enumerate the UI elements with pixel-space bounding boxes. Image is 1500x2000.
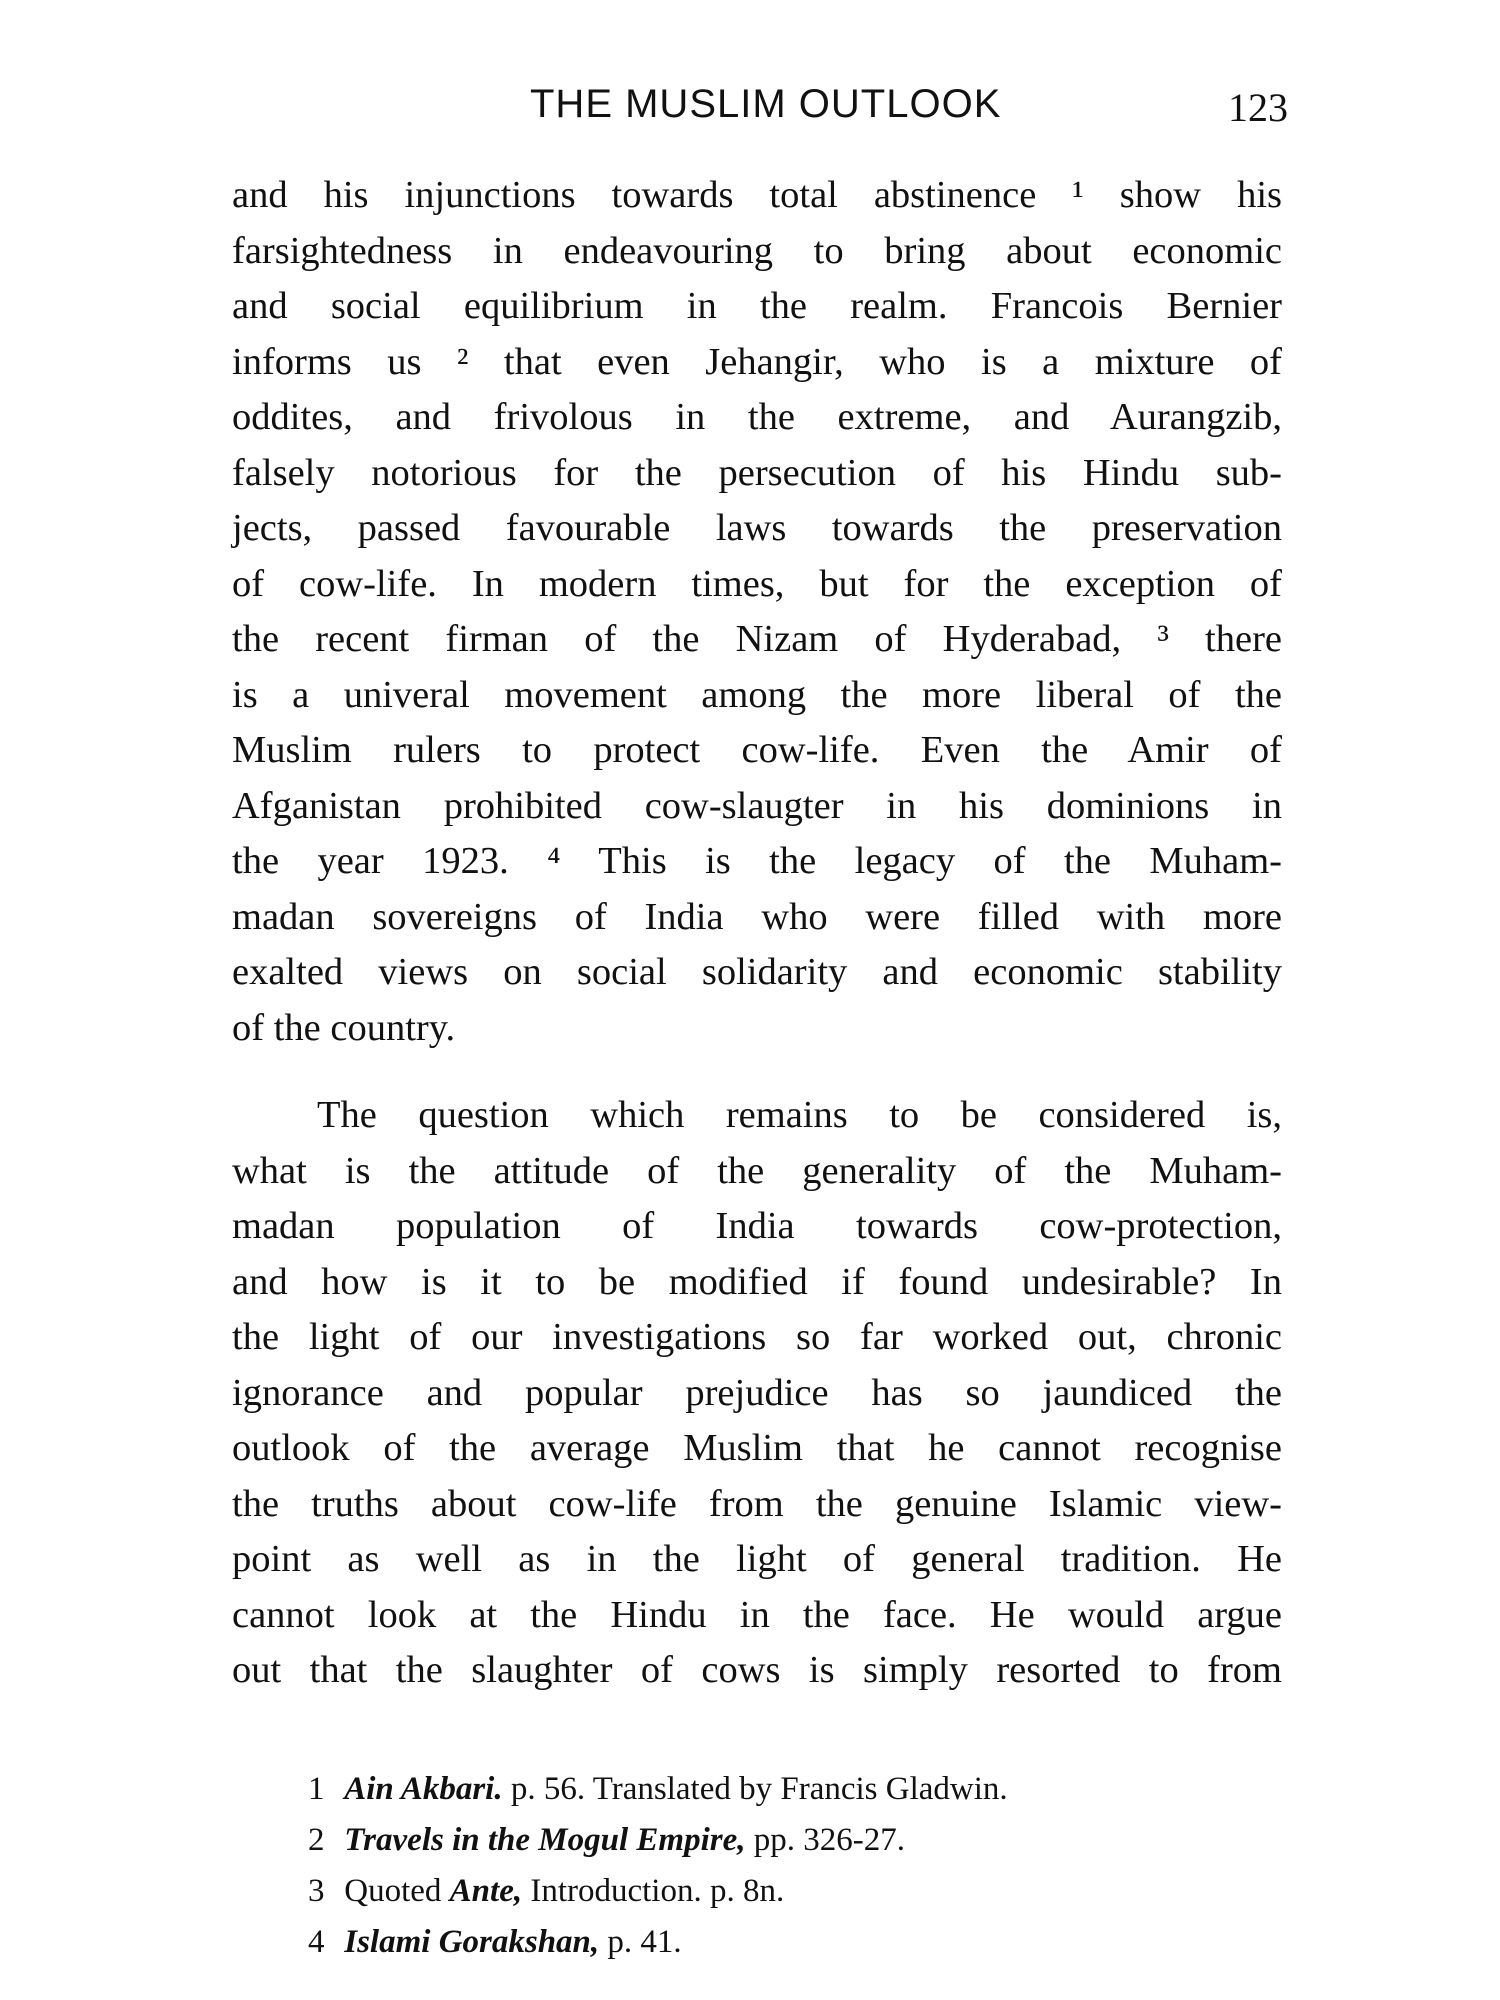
text-line: oddites, and frivolous in the extreme, and Aurangzib, [232,396,1282,438]
text-line: the recent firman of the Nizam of Hyderabad, ³ there [232,618,1282,660]
footnote-detail: p. 56. Translated by Francis Gladwin. [502,1771,1008,1807]
text-line: madan population of India towards cow-protection, [232,1205,1282,1247]
footnote-source-title: Ante, [449,1873,523,1909]
text-line: outlook of the average Muslim that he cannot recognise [232,1427,1282,1469]
text-line: The question which remains to be considered is, [317,1094,1282,1136]
text-line: jects, passed favourable laws towards the preservation [232,507,1282,549]
footnote-source-title: Ain Akbari. [344,1771,503,1807]
footnote-number: 3 [308,1873,325,1909]
text-line: what is the attitude of the generality of the Muham- [232,1149,1282,1192]
text-line: the year 1923. ⁴ This is the legacy of the Muham- [232,840,1282,882]
running-head [0,82,1500,142]
text-line: Muslim rulers to protect cow-life. Even the Amir of [232,729,1282,771]
text-line: of cow-life. In modern times, but for the exception of [232,562,1282,605]
text-line: and his injunctions towards total abstinence ¹ show his [232,174,1282,216]
text-line: is a univeral movement among the more liberal of the [232,673,1282,716]
text-line: falsely notorious for the persecution of his Hindu sub- [232,451,1282,494]
footnote-detail: p. 41. [599,1924,682,1960]
footnote-source-title: Islami Gorakshan, [344,1924,600,1960]
footnote-number: 2 [308,1822,325,1858]
text-line: informs us ² that even Jehangir, who is a mixture of [232,340,1282,383]
running-title: THE MUSLIM OUTLOOK [530,82,1002,126]
text-line: out that the slaughter of cows is simply resorted to from [232,1649,1282,1691]
text-line: farsightedness in endeavouring to bring about economic [232,229,1282,272]
footnotes [308,1764,1288,1968]
text-line: exalted views on social solidarity and economic stability [232,951,1282,993]
text-line: madan sovereigns of India who were filled with more [232,895,1282,938]
text-line: point as well as in the light of general tradition. He [232,1538,1282,1580]
text-line: and how is it to be modified if found undesirable? In [232,1260,1282,1303]
footnote-number: 1 [308,1771,325,1807]
text-line: ignorance and popular prejudice has so jaundiced the [232,1371,1282,1414]
footnote-detail: pp. 326-27. [745,1822,905,1858]
paragraph-2 [232,1088,1282,1699]
body-text [232,168,1282,1699]
footnote-2 [308,1815,1288,1866]
text-line: the truths about cow-life from the genuine Islamic view- [232,1482,1282,1525]
text-line: the light of our investigations so far worked out, chronic [232,1316,1282,1358]
footnote-4 [308,1917,1288,1968]
footnote-detail: Introduction. p. 8n. [522,1873,785,1909]
text-line: cannot look at the Hindu in the face. He would argue [232,1593,1282,1636]
text-line: and social equilibrium in the realm. Francois Bernier [232,285,1282,327]
footnote-number: 4 [308,1924,325,1960]
footnote-source-title: Travels in the Mogul Empire, [344,1822,746,1858]
page-number: 123 [1228,85,1288,130]
footnote-prefix: Quoted [344,1873,450,1909]
text-line: of the country. [232,1006,456,1049]
footnote-1 [308,1764,1288,1815]
footnote-3 [308,1866,1288,1917]
text-line: Afganistan prohibited cow-slaugter in his dominions in [232,784,1282,827]
paragraph-1 [232,168,1282,1056]
